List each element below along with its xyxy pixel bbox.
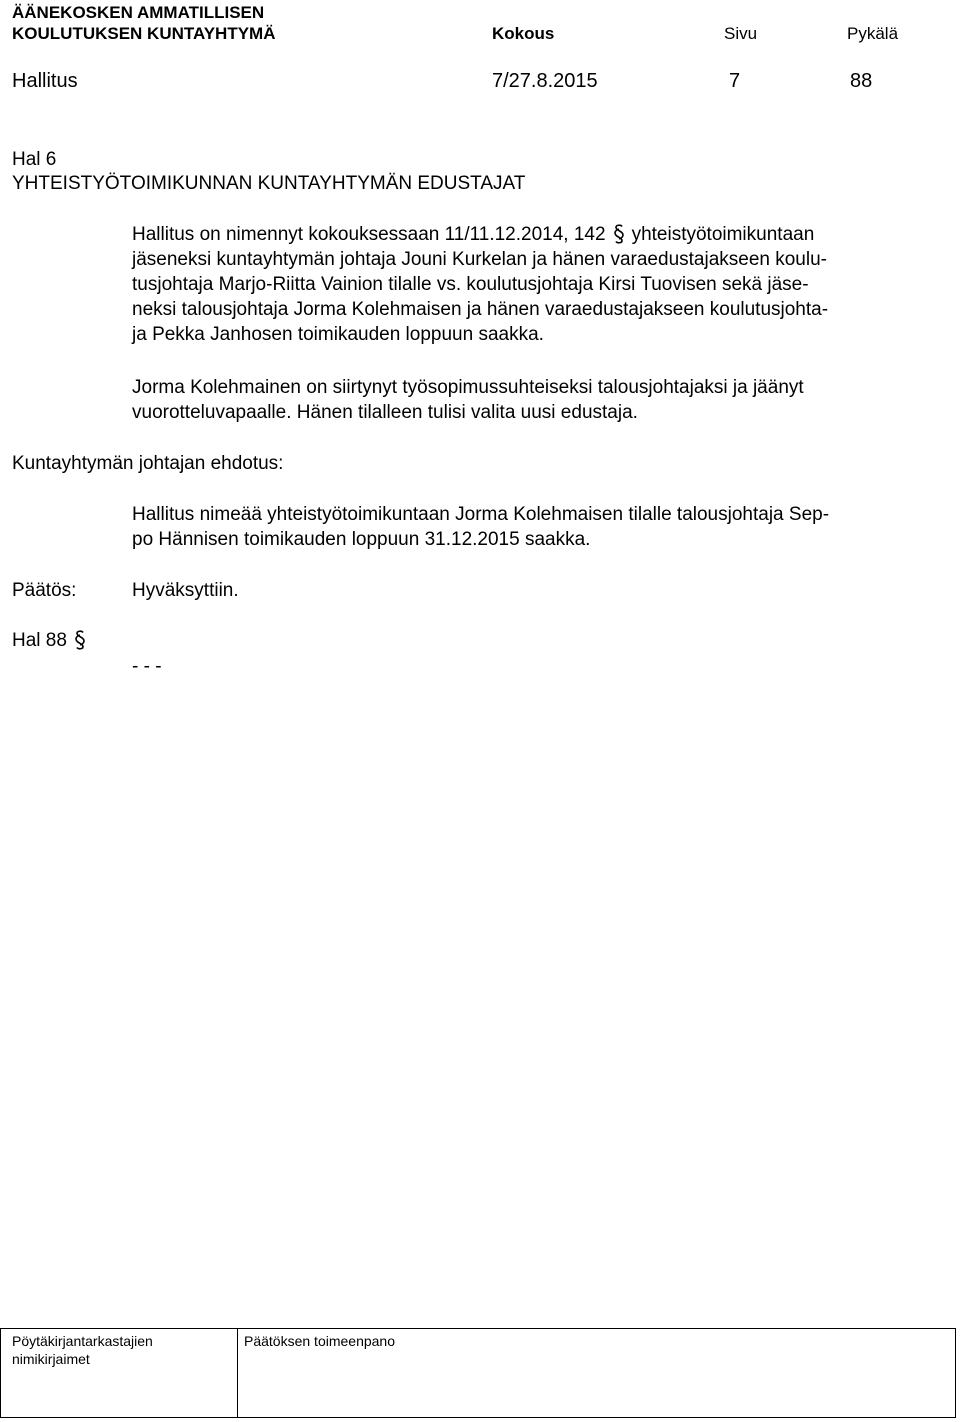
- proposal-text: [132, 502, 922, 552]
- paragraph2: [132, 375, 922, 425]
- footer-divider: [237, 1329, 238, 1417]
- paragraph1-line5: ja Pekka Janhosen toimikauden loppuun saakka.: [132, 324, 544, 345]
- meeting-column-header: Kokous: [492, 24, 555, 43]
- footer-initials-label-line2: nimikirjaimet: [12, 1351, 90, 1367]
- item-reference: Hal 6: [12, 149, 57, 170]
- section-column-header: Pykälä: [847, 24, 899, 43]
- reference-text: Hal 88: [12, 630, 67, 651]
- section-number: 88: [850, 70, 873, 92]
- separator: - - -: [132, 656, 162, 677]
- paragraph1-line1: [132, 222, 922, 247]
- footer-execution-label: Päätöksen toimeenpano: [244, 1333, 395, 1349]
- page-column-header: Sivu: [724, 24, 758, 43]
- proposal-label: Kuntayhtymän johtajan ehdotus:: [12, 453, 284, 474]
- paragraph1-line3: tusjohtaja Marjo-Riitta Vainion tilalle vs. koulutusjohtaja Kirsi Tuovisen sekä jäse-: [132, 274, 809, 295]
- footer-initials-label-line1: Pöytäkirjantarkastajien: [12, 1333, 153, 1349]
- footer-box: [0, 1328, 956, 1418]
- reference-label: [12, 628, 93, 653]
- organization-name-line1: ÄÄNEKOSKEN AMMATILLISEN: [12, 3, 265, 22]
- page-number: 7: [729, 70, 741, 92]
- paragraph-background: [132, 222, 922, 347]
- section-sign-icon: [73, 629, 87, 651]
- paragraph2-line2: vuorotteluvapaalle. Hänen tilalleen tulisi valita uusi edustaja.: [132, 402, 638, 423]
- section-sign-icon: [612, 223, 626, 245]
- item-title: YHTEISTYÖTOIMIKUNNAN KUNTAYHTYMÄN EDUSTAJAT: [12, 173, 526, 194]
- proposal-line2: po Hännisen toimikauden loppuun 31.12.2015 saakka.: [132, 529, 591, 550]
- paragraph2-line1: Jorma Kolehmainen on siirtynyt työsopimussuhteiseksi talousjohtajaksi ja jäänyt: [132, 377, 804, 398]
- paragraph1-line4: neksi talousjohtaja Jorma Kolehmaisen ja hänen varaedustajakseen koulutusjohta-: [132, 299, 829, 320]
- organization-name-line2: KOULUTUKSEN KUNTAYHTYMÄ: [12, 24, 276, 43]
- decision-label: Päätös:: [12, 580, 77, 601]
- decision-text: Hyväksyttiin.: [132, 580, 239, 601]
- paragraph1-line1-end: yhteistyötoimikuntaan: [631, 224, 815, 245]
- paragraph1-line1-start: Hallitus on nimennyt kokouksessaan 11/11.12.2014, 142: [132, 224, 606, 245]
- body-name: Hallitus: [12, 70, 78, 92]
- meeting-date: 7/27.8.2015: [492, 70, 598, 92]
- proposal-line1: Hallitus nimeää yhteistyötoimikuntaan Jorma Kolehmaisen tilalle talousjohtaja Sep-: [132, 504, 830, 525]
- paragraph1-line2: jäseneksi kuntayhtymän johtaja Jouni Kurkelan ja hänen varaedustajakseen koulu-: [132, 249, 827, 270]
